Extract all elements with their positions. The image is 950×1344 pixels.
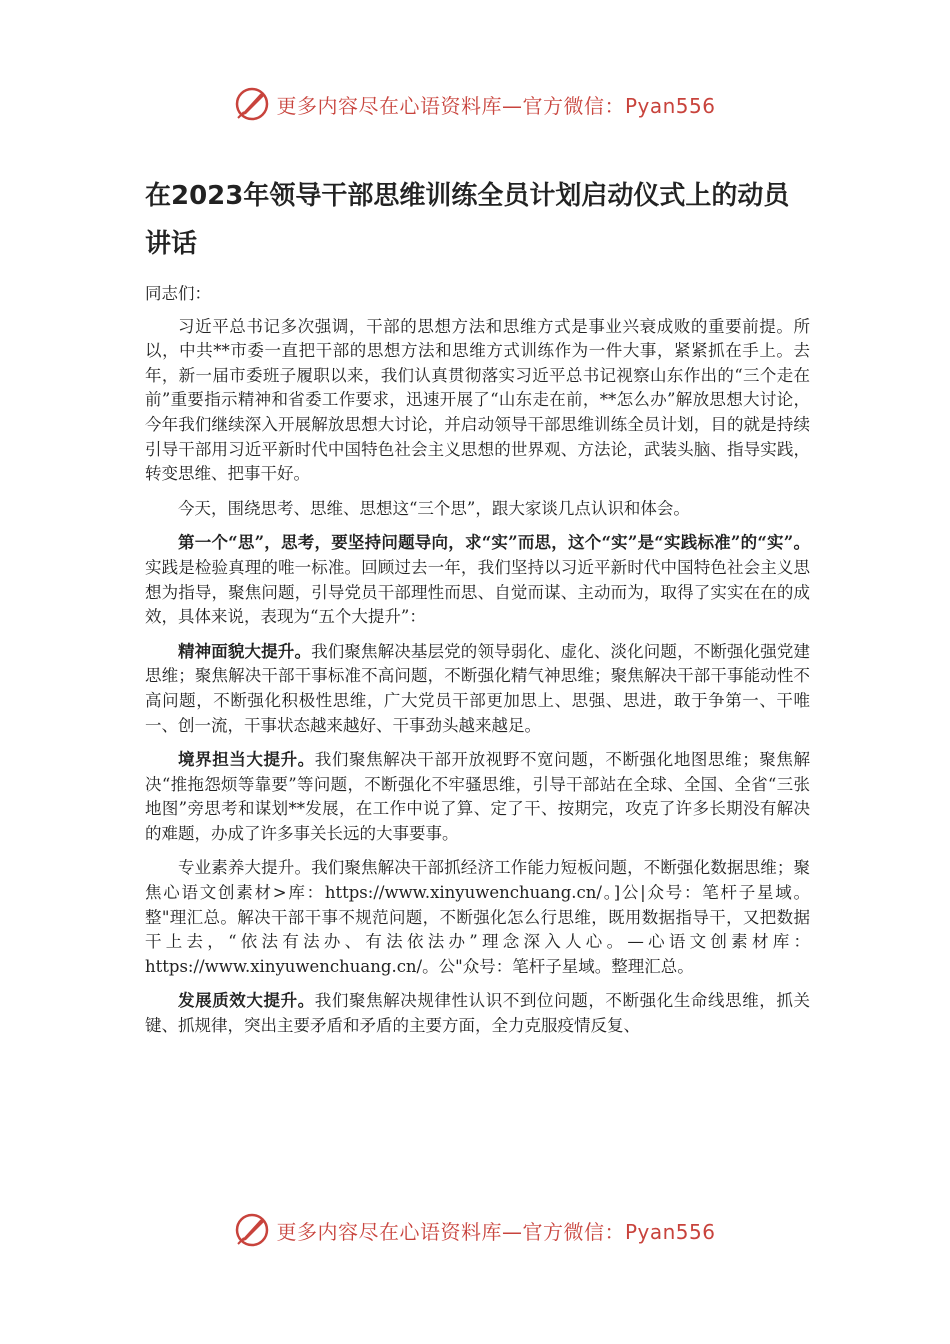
paragraph-3-heading: 第一个“思”，思考，要坚持问题导向，求“实”而思，这个“实”是“实践标准”的“实”。 (178, 533, 810, 553)
document-body (145, 172, 810, 1049)
paragraph-5 (145, 748, 810, 846)
footer-watermark-banner (0, 1210, 950, 1250)
banner-text: 更多内容尽在心语资料库—官方微信：Pyan556 (276, 1219, 716, 1244)
paragraph-4 (145, 640, 810, 738)
paragraph-1: 习近平总书记多次强调，干部的思想方法和思维方式是事业兴衰成败的重要前提。所以，中共**市委一直把干部的思想方法和思维方式训练作为一件大事，紧紧抓在手上。去年，新一届市委班子履职以来，我们认真贯彻落实习近平总书记视察山东作出的“三个走在前”重要指示精神和省委工作要求，迅速开展了“山东走在前，**怎么办”解放思想大讨论，今年我们继续深入开展解放思想大讨论，并启动领导干部思维训练全员计划，目的就是持续引导干部用习近平新时代中国特色社会主义思想的世界观、方法论，武装头脑、指导实践，转变思维、把事干好。 (145, 316, 810, 484)
quill-logo-icon (234, 1212, 270, 1248)
salutation: 同志们： (145, 284, 211, 303)
paragraph-4-text: 我们聚焦解决基层党的领导弱化、虚化、淡化问题，不断强化强党建思维；聚焦解决干部干事标准不高问题，不断强化精气神思维；聚焦解决干部干事能动性不高问题，不断强化积极性思维，广大党员干部更加思上、思强、思进，敢于争第一、干唯一、创一流，干事状态越来越好、干事劲头越来越足。 (145, 641, 811, 735)
quill-logo-icon (234, 86, 270, 122)
header-watermark-banner (0, 84, 950, 124)
paragraph-7-text: 我们聚焦解决规律性认识不到位问题，不断强化生命线思维，抓关键、抓规律，突出主要矛盾和矛盾的主要方面，全力克服疫情反复、 (145, 991, 811, 1036)
paragraph-5-heading: 境界担当大提升。 (178, 750, 315, 770)
paragraph-3-text: 实践是检验真理的唯一标准。回顾过去一年，我们坚持以习近平新时代中国特色社会主义思想为指导，聚焦问题，引导党员干部理性而思、自觉而谋、主动而为，取得了实实在在的成效，具体来说，表现为“五个大提升”： (145, 557, 810, 627)
paragraph-2: 今天，围绕思考、思维、思想这“三个思”，跟大家谈几点认识和体会。 (178, 498, 690, 518)
paragraph-3 (145, 531, 810, 629)
paragraph-6: 专业素养大提升。我们聚焦解决干部抓经济工作能力短板问题，不断强化数据思维；聚焦心语文创素材>库：https://www.xinyuwenchuang.cn/。]公|众号：笔杆子星域。整"理汇总。解决干部干事不规范问题，不断强化怎么行思维，既用数据指导干，又把数据干上去，“依法有法办、有法依法办”理念深入人心。—心语文创素材库：https://www.xinyuwenchuang.cn/。公"众号：笔杆子星域。整理汇总。 (145, 858, 810, 976)
paragraph-5-text: 我们聚焦解决干部开放视野不宽问题，不断强化地图思维；聚焦解决“推拖怨烦等靠要”等问题，不断强化不牢骚思维，引导干部站在全球、全国、全省“三张地图”旁思考和谋划**发展，在工作中说了算、定了干、按期完，攻克了许多长期没有解决的难题，办成了许多事关长远的大事要事。 (145, 750, 811, 843)
paragraph-7 (145, 989, 810, 1038)
paragraph-4-heading: 精神面貌大提升。 (178, 641, 312, 661)
paragraph-7-heading: 发展质效大提升。 (178, 991, 315, 1011)
document-title: 在2023年领导干部思维训练全员计划启动仪式上的动员讲话 (145, 181, 790, 259)
banner-text: 更多内容尽在心语资料库—官方微信：Pyan556 (276, 93, 716, 118)
